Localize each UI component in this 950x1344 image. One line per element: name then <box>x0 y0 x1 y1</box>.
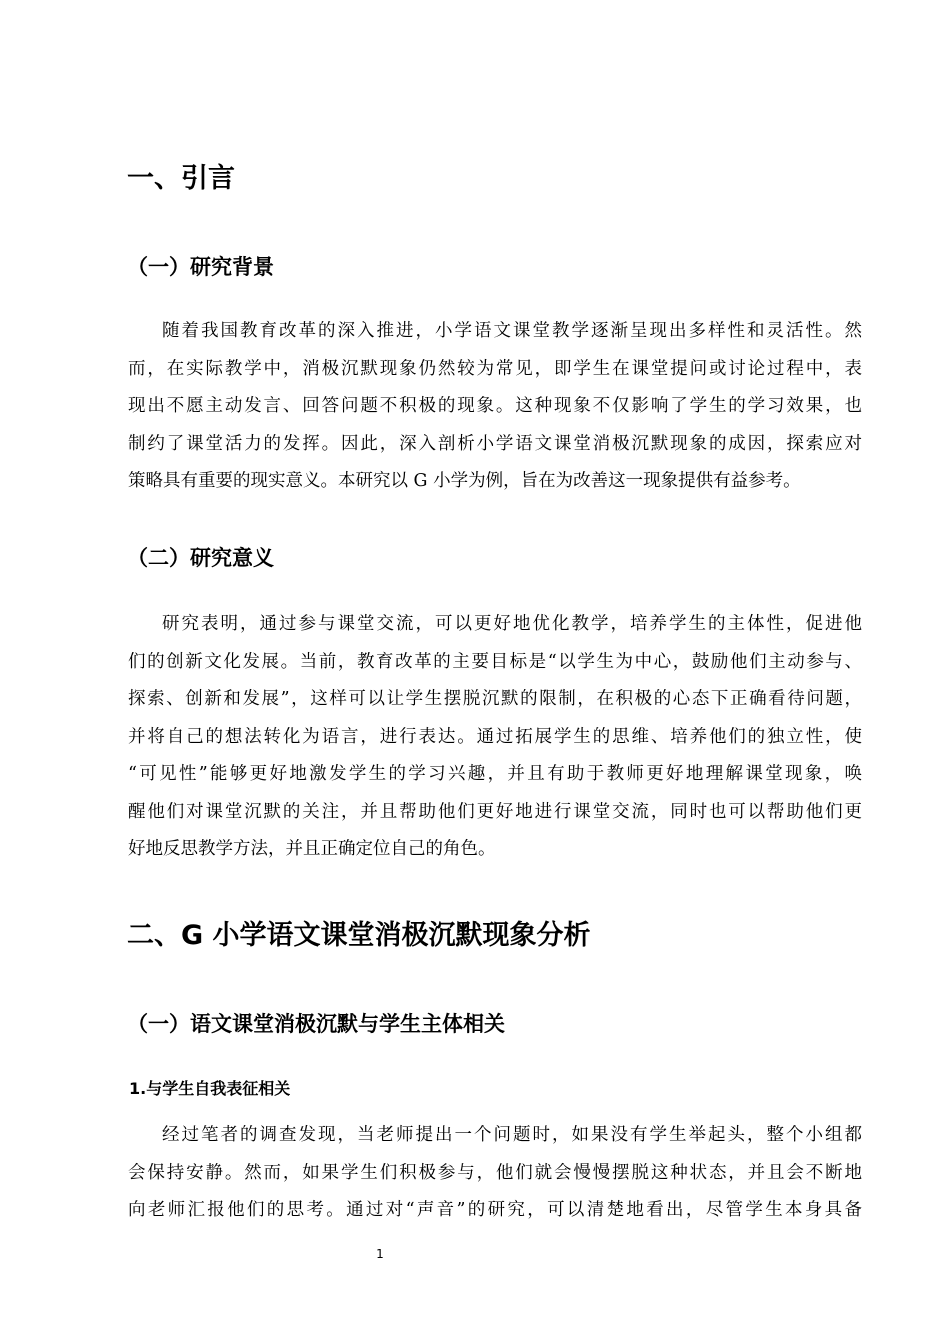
section-heading-introduction: 一、引言 <box>127 163 235 194</box>
item-heading-self-representation: 1.与学生自我表征相关 <box>129 1079 291 1098</box>
subsection-heading-student-subject: （一）语文课堂消极沉默与学生主体相关 <box>127 1012 505 1036</box>
paragraph-significance <box>128 606 862 869</box>
paragraph-line: 好地反思教学方法，并且正确定位自己的角色。 <box>128 839 496 859</box>
paragraph-line: 而，在实际教学中，消极沉默现象仍然较为常见，即学生在课堂提问或讨论过程中，表 <box>128 358 862 379</box>
subsection-heading-background: （一）研究背景 <box>127 255 274 279</box>
subsection-heading-significance: （二）研究意义 <box>127 546 274 570</box>
section-heading-analysis: 二、G 小学语文课堂消极沉默现象分析 <box>127 920 591 951</box>
paragraph-line: 经过笔者的调查发现，当老师提出一个问题时，如果没有学生举起头，整个小组都 <box>162 1125 862 1145</box>
paragraph-line: 向老师汇报他们的思考。通过对“声音”的研究，可以清楚地看出，尽管学生本身具备 <box>128 1200 862 1220</box>
paragraph-line: 策略具有重要的现实意义。本研究以 G 小学为例，旨在为改善这一现象提供有益参考。 <box>128 471 801 491</box>
paragraph-line: 探索、创新和发展”，这样可以让学生摆脱沉默的限制，在积极的心态下正确看待问题， <box>128 689 862 709</box>
paragraph-line: 醒他们对课堂沉默的关注，并且帮助他们更好地进行课堂交流，同时也可以帮助他们更 <box>128 801 862 822</box>
paragraph-line: 制约了课堂活力的发挥。因此，深入剖析小学语文课堂消极沉默现象的成因，探索应对 <box>128 433 862 454</box>
paragraph-line: 们的创新文化发展。当前，教育改革的主要目标是“以学生为中心，鼓励他们主动参与、 <box>128 651 862 672</box>
paragraph-line: 研究表明，通过参与课堂交流，可以更好地优化教学，培养学生的主体性，促进他 <box>162 614 862 634</box>
paragraph-background <box>128 313 862 501</box>
page-number: 1 <box>376 1247 384 1261</box>
paragraph-line: 会保持安静。然而，如果学生们积极参与，他们就会慢慢摆脱这种状态，并且会不断地 <box>128 1162 862 1183</box>
paragraph-line: “可见性”能够更好地激发学生的学习兴趣，并且有助于教师更好地理解课堂现象，唤 <box>128 764 862 784</box>
paragraph-line: 并将自己的想法转化为语言，进行表达。通过拓展学生的思维、培养他们的独立性，使 <box>128 726 862 747</box>
paragraph-self-representation <box>128 1117 862 1230</box>
paragraph-line: 随着我国教育改革的深入推进，小学语文课堂教学逐渐呈现出多样性和灵活性。然 <box>162 321 862 341</box>
paragraph-line: 现出不愿主动发言、回答问题不积极的现象。这种现象不仅影响了学生的学习效果，也 <box>128 396 862 416</box>
